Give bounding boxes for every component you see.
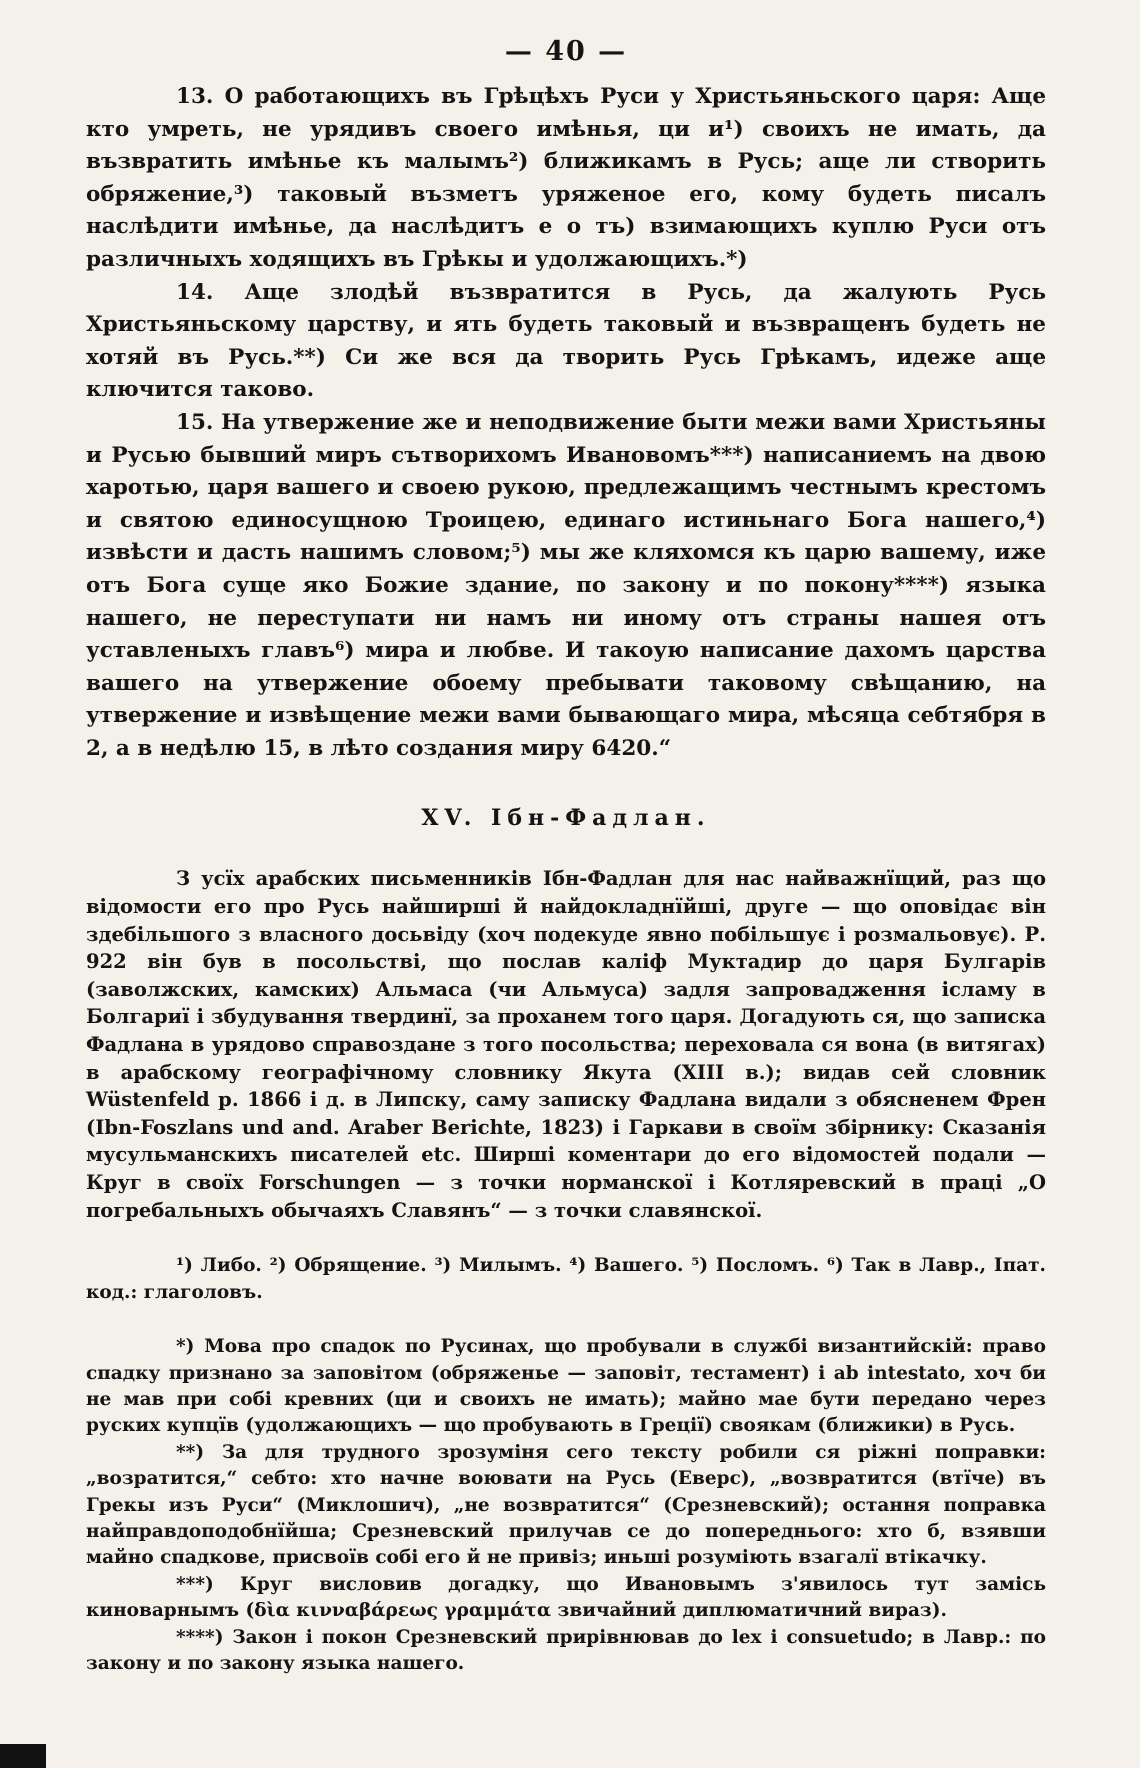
intro-paragraph: З усїх арабских письменників Ібн-Фадлан для нас найважнїщий, раз що відомости его про Русь найширші й найдокладнїйші, друге — що оповідає він здебільшого з власного досьвіду (хоч подекуде явно побільшує і розмальовує). Р. 922 він був в посольстві, що послав каліф Муктадир до царя Булгарів (заволжских, камских) Альмаса (чи Альмуса) задля запровадження ісламу в Болгариї і збудування твердинї, за проханем того царя. Догадують ся, що записка Фадлана в урядово справоздане з того посольства; переховала ся вона (в витягах) в арабскому географічному словнику Якута (XIII в.); видав сей словник Wüstenfeld р. 1866 і д. в Липску, саму записку Фадлана видали з обясненем Френ (Ibn-Foszlans und and. Araber Berichte, 1823) і Гаркави в своїм збірнику: Сказанія мусульманскихъ писателей etc. Ширші коментари до его відомостей подали — Круг в своїх Forschungen — з точки норманскої і Котляревский в праці „О погребальныхъ обычаяхъ Славянъ“ — з точки славянскої. [86,867,1046,1222]
treaty-text [86,81,1046,765]
page-number: — 40 — [504,36,628,67]
scan-edge-mark [0,1744,46,1768]
footnote-2: **) За для трудного зрозуміня сего тексту робили ся ріжні поправки: „возратится,“ себто: хто начне воювати на Русь (Еверс), „возвратится (втїче) въ Грекы изъ Руси“ (Миклошич), „не возвратится“ (Срезневский); остання поправка найправдоподобнїйша; Срезневский прилучав се до попереднього: хто б, взявши майно спадкове, присвоїв собі его й не привіз; иньші розуміють взагалї втікачку. [86,1441,1046,1569]
section-heading: XV. Ібн-Фадлан. [421,805,711,832]
variant-notes [86,1252,1046,1306]
footnotes [86,1334,1046,1677]
variant-notes-line: ¹) Либо. ²) Обрящение. ³) Милымъ. ⁴) Вашего. ⁵) Посломъ. ⁶) Так в Лавр., Іпат. код.: глаголовъ. [86,1255,1046,1304]
footnote-3: ***) Круг висловив догадку, що Ивановымъ з'явилось тут замісь киноварнымъ (δὶα κινναβάρεως γραμμάτα звичайний диплюматичний вираз). [86,1573,1046,1622]
treaty-paragraph-13: 13. О работающихъ въ Грѣцѣхъ Руси у Христьяньского царя: Аще кто умреть, не урядивъ своего имѣнья, ци и¹) своихъ не имать, да възвратить имѣнье къ малымъ²) ближикамъ в Русь; аще ли створить обряжение,³) таковый възметъ уряженое его, кому будеть писалъ наслѣдити имѣнье, да наслѣдитъ е о тъ) взимающихъ куплю Руси отъ различныхъ ходящихъ въ Грѣкы и удолжающихъ.*) [86,84,1046,272]
footnote-4: ****) Закон і покон Срезневский прирівнював до lex і consuetudo; в Лавр.: по закону и по закону языка нашего. [86,1626,1046,1675]
footnote-1: *) Мова про спадок по Русинах, що пробували в службі византийскій: право спадку признано за заповітом (обряженье — заповіт, тестамент) і ab intestato, хоч би не мав при собі кревних (ци и своихъ не имать); майно мае бути передано через руских купцїв (удолжающихъ — що пробувають в Греції) своякам (ближики) в Русь. [86,1336,1046,1437]
treaty-paragraph-14: 14. Аще злодѣй възвратится в Русь, да жалують Русь Христьяньскому царству, и ять будеть таковый и възвращенъ будеть не хотяй въ Русь.**) Си же вся да творить Русь Грѣкамъ, идеже аще ключится таково. [86,279,1046,403]
intro-text [86,865,1046,1224]
treaty-paragraph-15: 15. На утвержение же и неподвижение быти межи вами Христьяны и Русью бывший миръ сътворихомъ Ивановомъ***) написаниемъ на двою харотью, царя вашего и своею рукою, предлежащимъ честнымъ крестомъ и святою единосущною Троицею, единаго истиньнаго Бога нашего,⁴) извѣсти и дасть нашимъ словом;⁵) мы же кляхомся къ царю вашему, иже отъ Бога суще яко Божие здание, по закону и по покону****) языка нашего, не переступати ни намъ ни иному отъ страны нашея отъ уставленыхъ главъ⁶) мира и любве. И такоую написание дахомъ царства вашего на утвержение обоему пребывати таковому свѣщанию, на утвержение и извѣщение межи вами бывающаго мира, мѣсяца себтября в 2, а в недѣлю 15, в лѣто создания миру 6420.“ [86,409,1046,761]
page [86,36,1046,1677]
